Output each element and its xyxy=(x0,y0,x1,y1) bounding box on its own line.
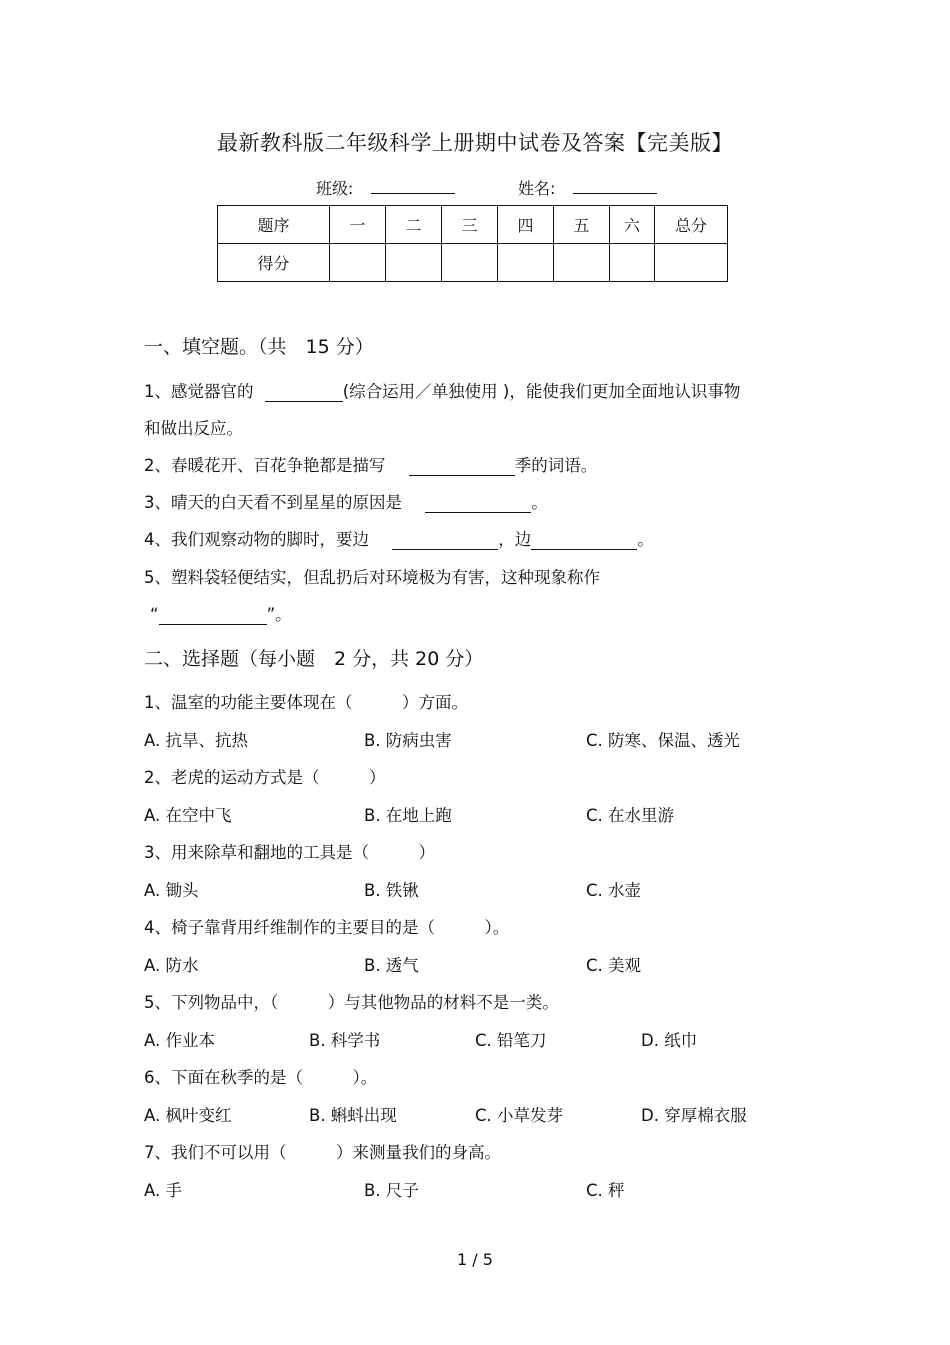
fill-question-2 xyxy=(144,452,597,476)
choice-option[interactable]: A. 手 xyxy=(144,1181,182,1200)
q5-answer-line xyxy=(150,601,292,625)
fill-question-1 xyxy=(144,378,740,402)
q5-close-quote: ”。 xyxy=(266,605,292,624)
score-header-cell: 五 xyxy=(554,206,610,244)
score-header-cell: 二 xyxy=(386,206,442,244)
score-cell[interactable] xyxy=(610,244,655,282)
choice-option[interactable]: D. 纸巾 xyxy=(641,1031,698,1050)
score-row-label: 得分 xyxy=(218,244,330,282)
score-header-cell: 三 xyxy=(442,206,498,244)
q3-text-a: 3、晴天的白天看不到星星的原因是 xyxy=(144,493,402,512)
choice-option[interactable]: C. 秤 xyxy=(586,1181,625,1200)
q4-blank-1[interactable] xyxy=(392,530,498,550)
choice-option[interactable]: B. 尺子 xyxy=(364,1181,419,1200)
fill-question-5: 5、塑料袋轻便结实，但乱扔后对环境极为有害，这种现象称作 xyxy=(144,568,600,587)
class-field xyxy=(316,176,455,199)
choice-option[interactable]: B. 防病虫害 xyxy=(364,731,452,750)
choice-option[interactable]: B. 透气 xyxy=(364,956,419,975)
q1-blank[interactable] xyxy=(265,382,343,402)
score-cell[interactable] xyxy=(386,244,442,282)
score-cell[interactable] xyxy=(554,244,610,282)
score-header-cell: 四 xyxy=(498,206,554,244)
class-blank[interactable] xyxy=(371,177,455,194)
choice-option[interactable]: C. 水壶 xyxy=(586,881,642,900)
score-cell[interactable] xyxy=(655,244,728,282)
q2-text-b: 季的词语。 xyxy=(514,456,598,475)
score-cell[interactable] xyxy=(498,244,554,282)
score-table-header-row xyxy=(218,206,728,244)
page-number: 1 / 5 xyxy=(457,1250,493,1269)
score-header-cell: 题序 xyxy=(218,206,330,244)
choice-question-2: 2、老虎的运动方式是（ ） xyxy=(144,768,386,787)
choice-option[interactable]: B. 蝌蚪出现 xyxy=(309,1106,397,1125)
choice-option[interactable]: A. 锄头 xyxy=(144,881,199,900)
section1-heading: 一、填空题。（共 15 分） xyxy=(144,336,374,358)
choice-option[interactable]: C. 小草发芽 xyxy=(475,1106,564,1125)
choice-option[interactable]: C. 美观 xyxy=(586,956,642,975)
score-header-cell: 一 xyxy=(330,206,386,244)
q4-blank-2[interactable] xyxy=(531,530,637,550)
section2-heading: 二、选择题（每小题 2 分，共 20 分） xyxy=(144,648,484,670)
q1-text-b: (综合运用／单独使用 )，能使我们更加全面地认识事物 xyxy=(342,382,741,401)
page-title: 最新教科版二年级科学上册期中试卷及答案【完美版】 xyxy=(217,131,733,155)
score-cell[interactable] xyxy=(442,244,498,282)
choice-question-4: 4、椅子靠背用纤维制作的主要目的是（ ）。 xyxy=(144,918,510,937)
choice-question-7: 7、我们不可以用（ ）来测量我们的身高。 xyxy=(144,1143,501,1162)
q5-open-quote: “ xyxy=(150,605,159,624)
choice-option[interactable]: D. 穿厚棉衣服 xyxy=(641,1106,747,1125)
choice-option[interactable]: C. 防寒、保温、透光 xyxy=(586,731,741,750)
choice-option[interactable]: A. 枫叶变红 xyxy=(144,1106,232,1125)
q3-text-b: 。 xyxy=(531,493,548,512)
q1-text-a: 1、感觉器官的 xyxy=(144,382,254,401)
class-label: 班级: xyxy=(316,179,354,198)
q1-continuation: 和做出反应。 xyxy=(144,419,243,438)
choice-option[interactable]: B. 铁锹 xyxy=(364,881,419,900)
name-blank[interactable] xyxy=(573,177,657,194)
choice-option[interactable]: C. 铅笔刀 xyxy=(475,1031,547,1050)
name-label: 姓名: xyxy=(518,179,556,198)
choice-option[interactable]: B. 在地上跑 xyxy=(364,806,452,825)
q2-text-a: 2、春暖花开、百花争艳都是描写 xyxy=(144,456,386,475)
choice-question-3: 3、用来除草和翻地的工具是（ ） xyxy=(144,843,435,862)
choice-option[interactable]: A. 防水 xyxy=(144,956,199,975)
fill-question-3 xyxy=(144,489,548,513)
choice-option[interactable]: A. 在空中飞 xyxy=(144,806,232,825)
choice-option[interactable]: A. 抗旱、抗热 xyxy=(144,731,248,750)
choice-option[interactable]: A. 作业本 xyxy=(144,1031,215,1050)
q4-text-a: 4、我们观察动物的脚时，要边 xyxy=(144,530,369,549)
score-cell[interactable] xyxy=(330,244,386,282)
fill-question-4 xyxy=(144,526,654,550)
q4-text-c: 。 xyxy=(637,530,654,549)
q3-blank[interactable] xyxy=(425,493,531,513)
choice-question-6: 6、下面在秋季的是（ ）。 xyxy=(144,1068,378,1087)
score-header-cell: 总分 xyxy=(655,206,728,244)
name-field xyxy=(518,176,657,199)
score-table-score-row xyxy=(218,244,728,282)
choice-question-5: 5、下列物品中，（ ）与其他物品的材料不是一类。 xyxy=(144,993,559,1012)
q4-text-b: ，边 xyxy=(498,530,532,549)
q5-blank[interactable] xyxy=(159,605,267,625)
score-table xyxy=(217,205,728,282)
q2-blank[interactable] xyxy=(409,456,515,476)
score-header-cell: 六 xyxy=(610,206,655,244)
choice-option[interactable]: B. 科学书 xyxy=(309,1031,381,1050)
choice-question-1: 1、温室的功能主要体现在（ ）方面。 xyxy=(144,693,468,712)
choice-option[interactable]: C. 在水里游 xyxy=(586,806,675,825)
